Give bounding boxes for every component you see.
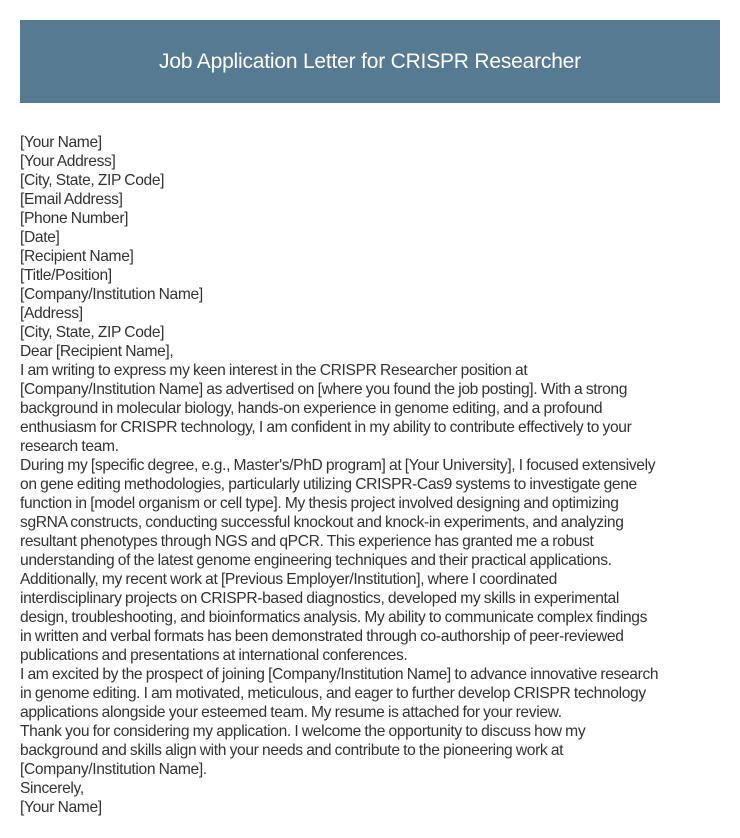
paragraph-line: understanding of the latest genome engineering techniques and their practical applications.: [20, 552, 612, 569]
paragraph-line: publications and presentations at international conferences.: [20, 647, 408, 664]
letter-date: [Date]: [20, 229, 60, 246]
sender-city-state-zip: [City, State, ZIP Code]: [20, 172, 165, 189]
paragraph-line: [Company/Institution Name].: [20, 761, 207, 778]
letter-body: [20, 133, 720, 817]
recipient-company: [Company/Institution Name]: [20, 286, 203, 303]
paragraph-line: in written and verbal formats has been demonstrated through co-authorship of peer-reviewed: [20, 628, 624, 645]
paragraph-line: in genome editing. I am motivated, meticulous, and eager to further develop CRISPR technology: [20, 685, 646, 702]
recipient-city-state-zip: [City, State, ZIP Code]: [20, 324, 165, 341]
paragraph-line: [Company/Institution Name] as advertised on [where you found the job posting]. With a strong: [20, 381, 628, 398]
paragraph-line: background in molecular biology, hands-on experience in genome editing, and a profound: [20, 400, 603, 417]
sender-phone: [Phone Number]: [20, 210, 129, 227]
paragraph-line: interdisciplinary projects on CRISPR-based diagnostics, developed my skills in experimental: [20, 590, 619, 607]
paragraph-line: Additionally, my recent work at [Previous Employer/Institution], where I coordinated: [20, 571, 557, 588]
salutation: Dear [Recipient Name],: [20, 343, 174, 360]
paragraph-line: I am writing to express my keen interest in the CRISPR Researcher position at: [20, 362, 528, 379]
recipient-name: [Recipient Name]: [20, 248, 134, 265]
page-title: Job Application Letter for CRISPR Researcher: [159, 49, 581, 73]
paragraph-line: During my [specific degree, e.g., Master's/PhD program] at [Your University], I focused extensively: [20, 457, 656, 474]
recipient-block: [20, 247, 720, 342]
paragraph-motivation: [20, 665, 720, 722]
paragraph-line: enthusiasm for CRISPR technology, I am confident in my ability to contribute effectively to your: [20, 419, 632, 436]
recipient-title: [Title/Position]: [20, 267, 112, 284]
paragraph-line: design, troubleshooting, and bioinformatics analysis. My ability to communicate complex findings: [20, 609, 648, 626]
signature: [Your Name]: [20, 799, 102, 816]
paragraph-line: Thank you for considering my application. I welcome the opportunity to discuss how my: [20, 723, 586, 740]
paragraph-line: sgRNA constructs, conducting successful knockout and knock-in experiments, and analyzing: [20, 514, 624, 531]
sender-block: [20, 133, 720, 228]
paragraph-line: on gene editing methodologies, particularly utilizing CRISPR-Cas9 systems to investigate gene: [20, 476, 637, 493]
sender-email: [Email Address]: [20, 191, 123, 208]
recipient-address: [Address]: [20, 305, 83, 322]
page-header: [20, 20, 720, 103]
paragraph-intro: [20, 361, 720, 456]
paragraph-line: applications alongside your esteemed team. My resume is attached for your review.: [20, 704, 562, 721]
sender-address: [Your Address]: [20, 153, 116, 170]
paragraph-thanks: [20, 722, 720, 779]
paragraph-experience: [20, 570, 720, 665]
paragraph-education: [20, 456, 720, 570]
paragraph-line: background and skills align with your needs and contribute to the pioneering work at: [20, 742, 564, 759]
closing: Sincerely,: [20, 780, 84, 797]
paragraph-line: research team.: [20, 438, 119, 455]
sender-name: [Your Name]: [20, 134, 102, 151]
paragraph-line: resultant phenotypes through NGS and qPCR. This experience has granted me a robust: [20, 533, 594, 550]
paragraph-line: function in [model organism or cell type]. My thesis project involved designing and optimizing: [20, 495, 619, 512]
paragraph-line: I am excited by the prospect of joining [Company/Institution Name] to advance innovative research: [20, 666, 659, 683]
